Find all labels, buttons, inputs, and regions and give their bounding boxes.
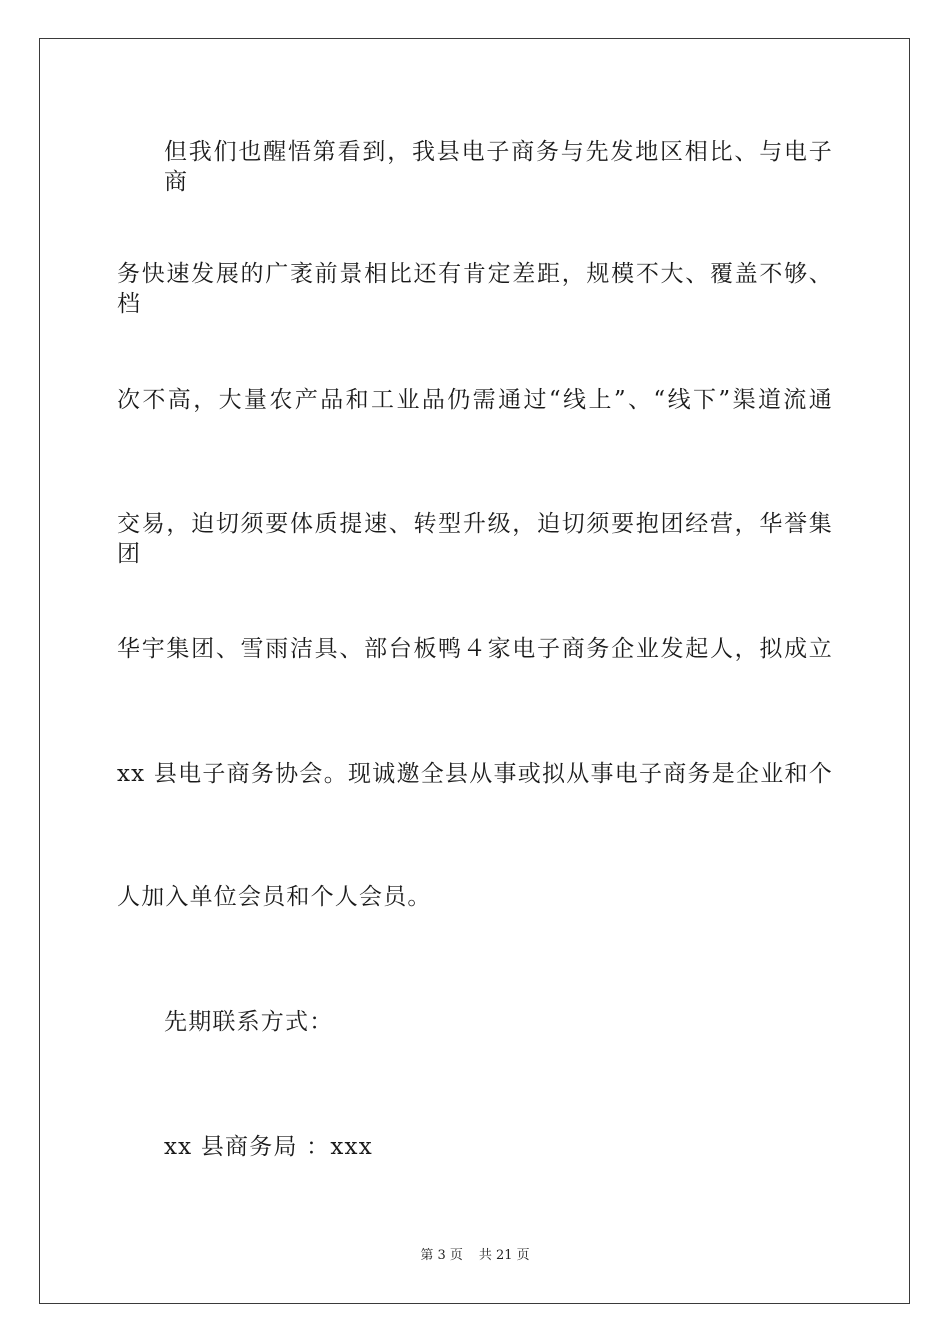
page-border xyxy=(39,38,910,1304)
page-footer xyxy=(0,1247,950,1265)
contact-line: xx 县商务局 ：xxx xyxy=(164,1134,373,1160)
paragraph-line-7: 人加入单位会员和个人会员。 xyxy=(117,884,432,910)
paragraph-line-5: 华宇集团、雪雨洁具、部台板鸭４家电子商务企业发起人，拟成立 xyxy=(117,636,833,662)
total-pages: 共 21 页 xyxy=(478,1248,530,1263)
contact-heading: 先期联系方式： xyxy=(164,1009,334,1035)
paragraph-line-1: 但我们也醒悟第看到，我县电子商务与先发地区相比、与电子商 xyxy=(164,139,833,195)
paragraph-line-2: 务快速发展的广袤前景相比还有肯定差距，规模不大、覆盖不够、档 xyxy=(117,261,833,317)
paragraph-line-6: xx 县电子商务协会。现诚邀全县从事或拟从事电子商务是企业和个 xyxy=(117,761,833,787)
paragraph-line-3: 次不高，大量农产品和工业品仍需通过“线上”、“线下”渠道流通 xyxy=(117,387,833,413)
page-number: 第 3 页 xyxy=(420,1248,463,1263)
paragraph-line-4: 交易，迫切须要体质提速、转型升级，迫切须要抱团经营，华誉集团 xyxy=(117,511,833,567)
